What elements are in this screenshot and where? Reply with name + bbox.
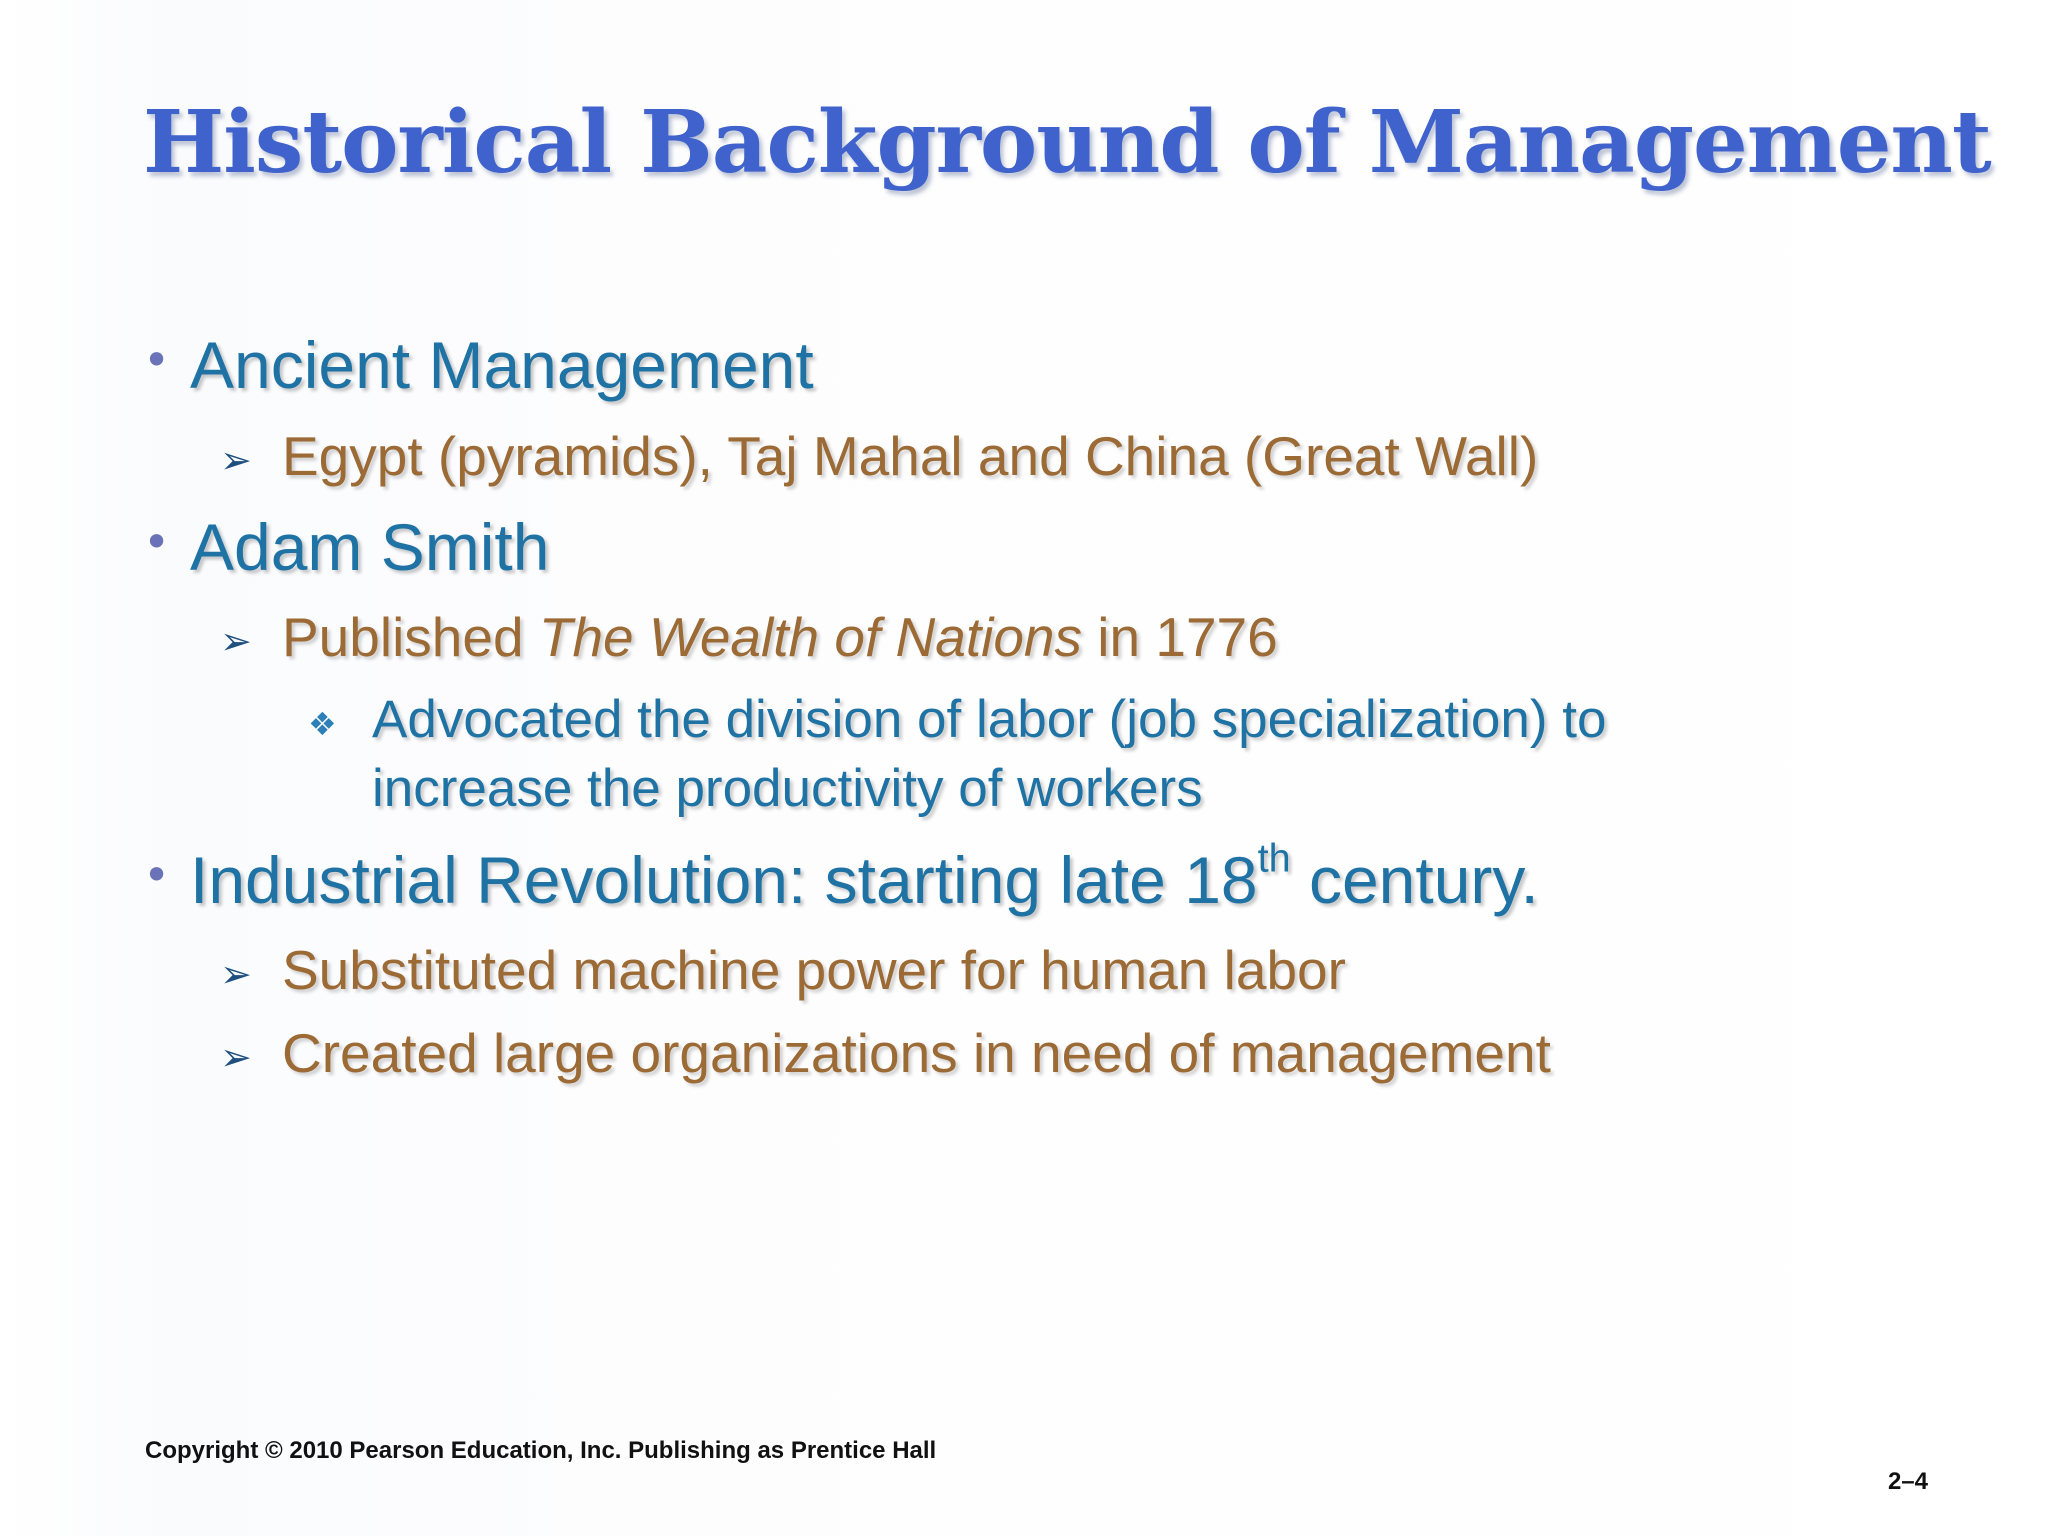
industrial-revolution-text: Industrial Revolution: starting late 18	[190, 843, 1258, 917]
arrow-bullet-icon: ➢	[220, 438, 252, 482]
sub-sub-bullet-division-of-labor	[372, 686, 1606, 824]
published-prefix: Published	[282, 606, 539, 668]
arrow-bullet-icon: ➢	[220, 952, 252, 996]
sub-bullet-machine-power: Substituted machine power for human labor	[282, 939, 1346, 1001]
bullet-dot-icon: •	[143, 515, 171, 569]
industrial-revolution-suffix: century.	[1290, 843, 1539, 917]
bullet-ancient-management: Ancient Management	[190, 328, 814, 402]
slide-title: Historical Background of Management	[143, 92, 1991, 193]
arrow-bullet-icon: ➢	[220, 1035, 252, 1079]
bullet-dot-icon: •	[143, 848, 171, 902]
ordinal-superscript: th	[1257, 836, 1291, 881]
sub-bullet-large-organizations: Created large organizations in need of management	[282, 1022, 1551, 1084]
bullet-adam-smith: Adam Smith	[190, 510, 550, 584]
slide-number: 2–4	[1887, 1468, 1928, 1495]
copyright-footer: Copyright © 2010 Pearson Education, Inc. Publishing as Prentice Hall	[145, 1437, 937, 1464]
arrow-bullet-icon: ➢	[220, 619, 252, 663]
sub-bullet-ancient-examples: Egypt (pyramids), Taj Mahal and China (Great Wall)	[282, 425, 1539, 487]
bullet-industrial-revolution	[190, 836, 1539, 919]
division-of-labor-line-2: increase the productivity of workers	[372, 758, 1203, 818]
published-suffix: in 1776	[1082, 606, 1278, 668]
book-title: The Wealth of Nations	[538, 606, 1083, 668]
bullet-dot-icon: •	[143, 333, 171, 387]
sub-bullet-wealth-of-nations	[282, 606, 1278, 669]
division-of-labor-line-1: Advocated the division of labor (job specialization) to	[372, 690, 1607, 749]
diamond-bullet-icon: ❖	[308, 705, 337, 743]
